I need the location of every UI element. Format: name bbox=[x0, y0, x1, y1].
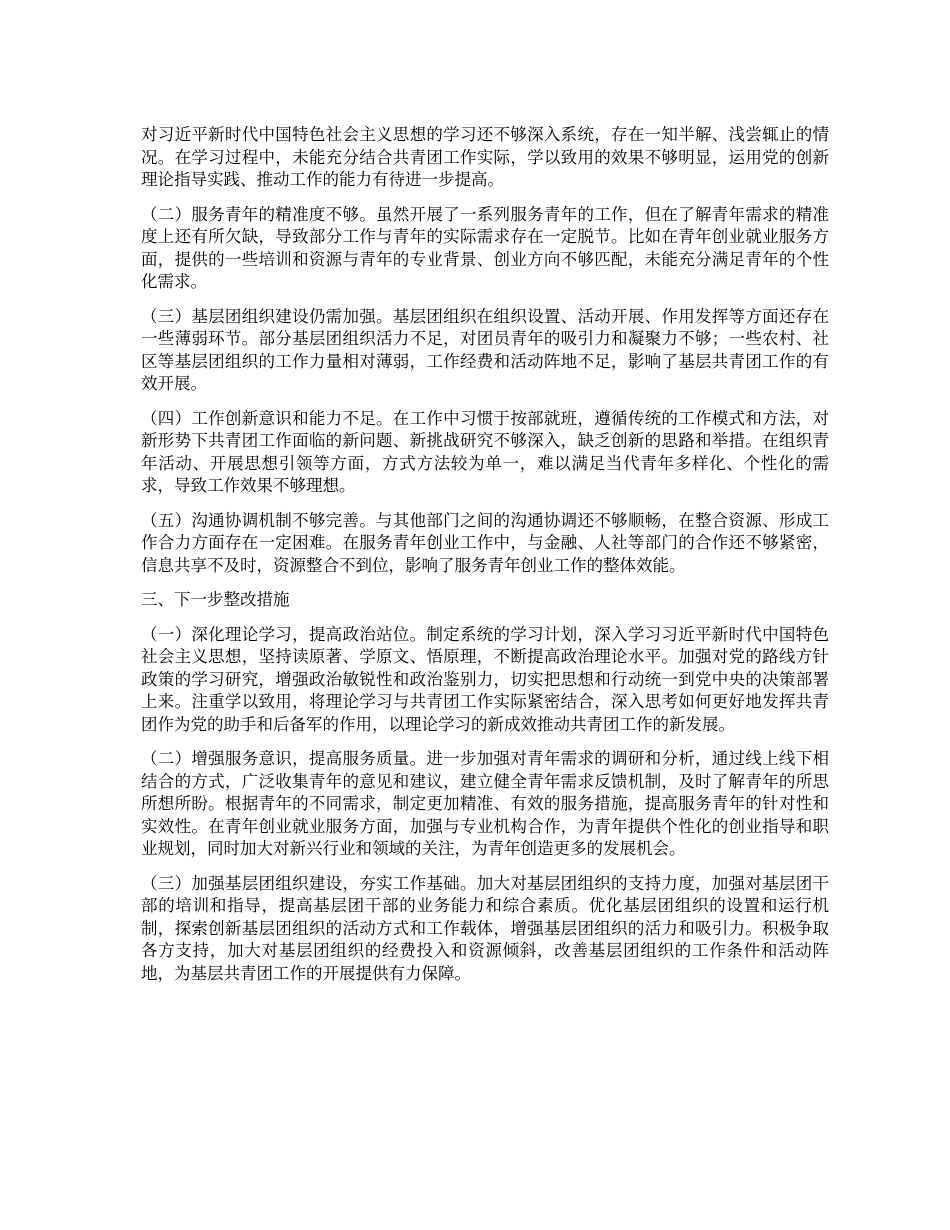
section-heading-rectification: 三、下一步整改措施 bbox=[141, 590, 290, 609]
paragraph-study-depth: 对习近平新时代中国特色社会主义思想的学习还不够深入系统，存在一知半解、浅尝辄止的情况。在学习过程中，未能充分结合共青团工作实际，学以致用的效果不够明显，运用党的创新理论指导实践、推动工作的能力有待进一步提高。 bbox=[141, 125, 829, 189]
paragraph-innovation: （四）工作创新意识和能力不足。在工作中习惯于按部就班，遵循传统的工作模式和方法，对新形势下共青团工作面临的新问题、新挑战研究不够深入，缺乏创新的思路和举措。在组织青年活动、开展思想引领等方面，方式方法较为单一，难以满足当代青年多样化、个性化的需求，导致工作效果不够理想。 bbox=[141, 408, 829, 495]
paragraph-service-precision: （二）服务青年的精准度不够。虽然开展了一系列服务青年的工作，但在了解青年需求的精准度上还有所欠缺，导致部分工作与青年的实际需求存在一定脱节。比如在青年创业就业服务方面，提供的一些培训和资源与青年的专业背景、创业方向不够匹配，未能充分满足青年的个性化需求。 bbox=[141, 204, 829, 291]
paragraph-measure-service: （二）增强服务意识，提高服务质量。进一步加强对青年需求的调研和分析，通过线上线下相结合的方式，广泛收集青年的意见和建议，建立健全青年需求反馈机制，及时了解青年的所思所想所盼。根据青年的不同需求，制定更加精准、有效的服务措施，提高服务青年的针对性和实效性。在青年创业就业服务方面，加强与专业机构合作，为青年提供个性化的创业指导和职业规划，同时加大对新兴行业和领域的关注，为青年创造更多的发展机会。 bbox=[141, 749, 829, 858]
paragraph-measure-theory: （一）深化理论学习，提高政治站位。制定系统的学习计划，深入学习习近平新时代中国特色社会主义思想，坚持读原著、学原文、悟原理，不断提高政治理论水平。加强对党的路线方针政策的学习研究，增强政治敏锐性和政治鉴别力，切实把思想和行动统一到党中央的决策部署上来。注重学以致用，将理论学习与共青团工作实际紧密结合，深入思考如何更好地发挥共青团作为党的助手和后备军的作用，以理论学习的新成效推动共青团工作的新发展。 bbox=[141, 624, 829, 734]
paragraph-coordination: （五）沟通协调机制不够完善。与其他部门之间的沟通协调还不够顺畅，在整合资源、形成工作合力方面存在一定困难。在服务青年创业工作中，与金融、人社等部门的合作还不够紧密，信息共享不及时，资源整合不到位，影响了服务青年创业工作的整体效能。 bbox=[141, 510, 829, 575]
document-page bbox=[141, 124, 829, 997]
paragraph-grassroots-organization: （三）基层团组织建设仍需加强。基层团组织在组织设置、活动开展、作用发挥等方面还存在一些薄弱环节。部分基层团组织活力不足，对团员青年的吸引力和凝聚力不够；一些农村、社区等基层团组织的工作力量相对薄弱，工作经费和活动阵地不足，影响了基层共青团工作的有效开展。 bbox=[141, 306, 829, 393]
paragraph-measure-grassroots: （三）加强基层团组织建设，夯实工作基础。加大对基层团组织的支持力度，加强对基层团干部的培训和指导，提高基层团干部的业务能力和综合素质。优化基层团组织的设置和运行机制，探索创新基层团组织的活动方式和工作载体，增强基层团组织的活力和吸引力。积极争取各方支持，加大对基层团组织的经费投入和资源倾斜，改善基层团组织的工作条件和活动阵地，为基层共青团工作的开展提供有力保障。 bbox=[141, 873, 829, 983]
